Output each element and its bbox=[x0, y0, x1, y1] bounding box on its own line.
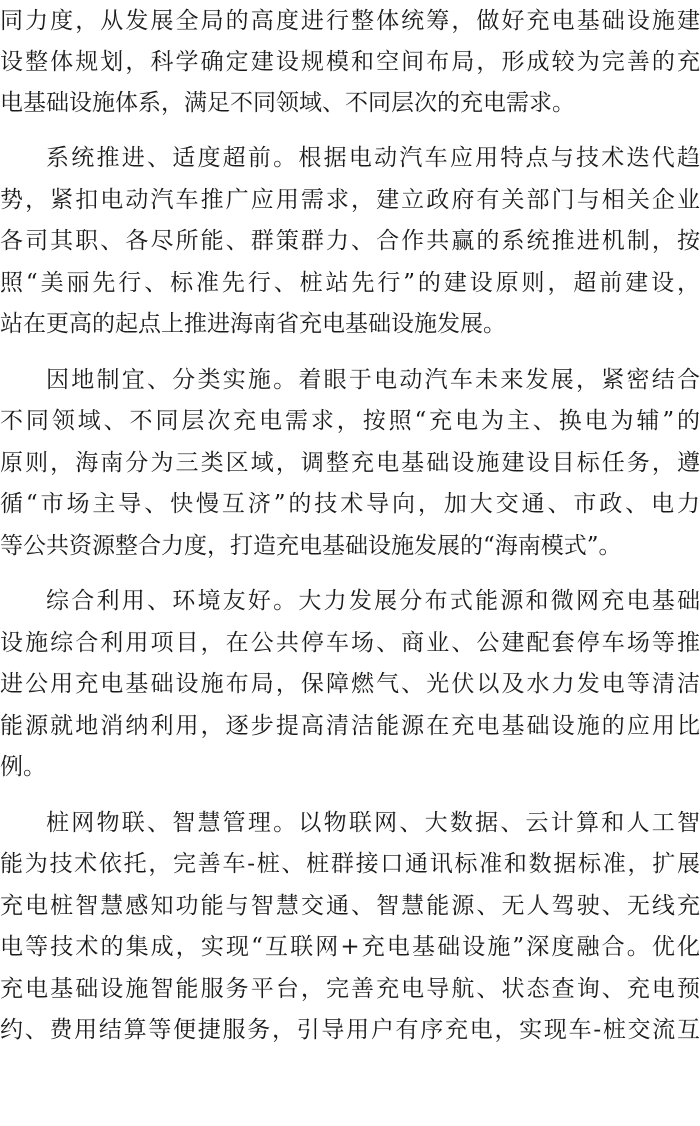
text-line: 进公用充电基础设施布局，保障燃气、光伏以及水力发电等清洁 bbox=[0, 671, 700, 697]
text-line: 各司其职、各尽所能、群策群力、合作共赢的系统推进机制，按 bbox=[0, 228, 700, 254]
text-line: 等公共资源整合力度，打造充电基础设施发展的“海南模式”。 bbox=[0, 533, 622, 559]
text-line: 循“市场主导、快慢互济”的技术导向，加大交通、市政、电力 bbox=[0, 491, 700, 517]
paragraph-start-line: 桩网物联、智慧管理。以物联网、大数据、云计算和人工智 bbox=[46, 810, 700, 836]
text-line: 势，紧扣电动汽车推广应用需求，建立政府有关部门与相关企业 bbox=[0, 187, 700, 213]
text-line: 电等技术的集成，实现“互联网+充电基础设施”深度融合。优化 bbox=[0, 934, 700, 960]
text-line: 照“美丽先行、标准先行、桩站先行”的建设原则，超前建设， bbox=[0, 270, 700, 296]
text-line: 原则，海南分为三类区域，调整充电基础设施建设目标任务，遵 bbox=[0, 450, 700, 476]
text-line: 充电桩智慧感知功能与智慧交通、智慧能源、无人驾驶、无线充 bbox=[0, 893, 700, 919]
text-line: 不同领域、不同层次充电需求，按照“充电为主、换电为辅”的 bbox=[0, 408, 700, 434]
text-line: 同力度，从发展全局的高度进行整体统筹，做好充电基础设施建 bbox=[0, 8, 700, 34]
text-line: 约、费用结算等便捷服务，引导用户有序充电，实现车-桩交流互 bbox=[0, 1017, 700, 1043]
paragraph-start-line: 因地制宜、分类实施。着眼于电动汽车未来发展，紧密结合 bbox=[46, 367, 700, 393]
paragraph-start-line: 系统推进、适度超前。根据电动汽车应用特点与技术迭代趋 bbox=[46, 145, 700, 171]
text-line: 设施综合利用项目，在公共停车场、商业、公建配套停车场等推 bbox=[0, 630, 700, 656]
paragraph-start-line: 综合利用、环境友好。大力发展分布式能源和微网充电基础 bbox=[46, 588, 700, 614]
text-line: 能为技术依托，完善车-桩、桩群接口通讯标准和数据标准，扩展 bbox=[0, 851, 700, 877]
text-line: 例。 bbox=[0, 754, 46, 780]
text-line: 电基础设施体系，满足不同领域、不同层次的充电需求。 bbox=[0, 90, 575, 116]
text-line: 能源就地消纳利用，逐步提高清洁能源在充电基础设施的应用比 bbox=[0, 713, 700, 739]
text-line: 站在更高的起点上推进海南省充电基础设施发展。 bbox=[0, 311, 506, 337]
text-line: 设整体规划，科学确定建设规模和空间布局，形成较为完善的充 bbox=[0, 49, 700, 75]
text-line: 充电基础设施智能服务平台，完善充电导航、状态查询、充电预 bbox=[0, 976, 700, 1002]
